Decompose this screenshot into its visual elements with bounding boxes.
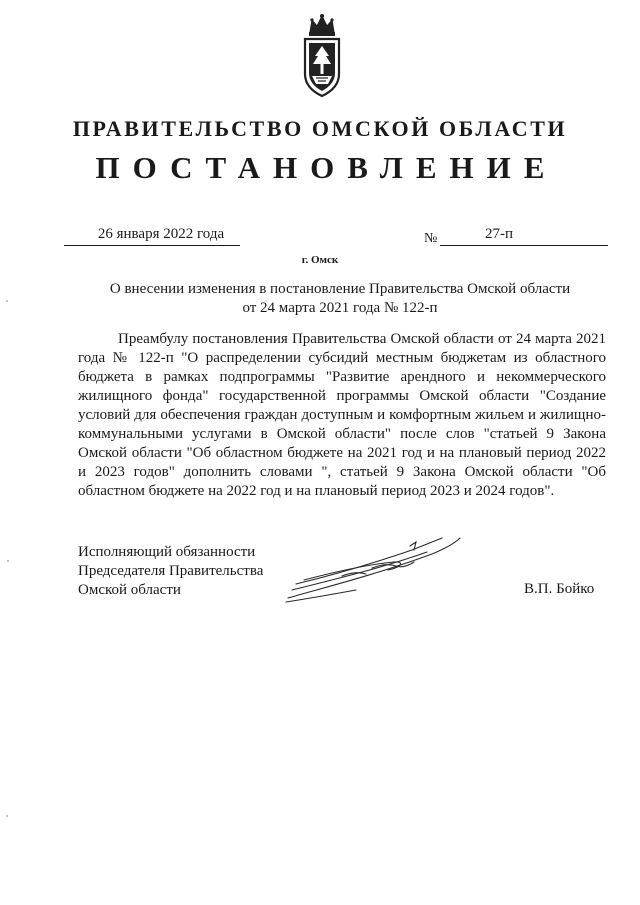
signer-role	[78, 543, 263, 600]
signer-role-line-1: Исполняющий обязанности	[78, 544, 256, 560]
document-city: г. Омск	[301, 254, 339, 266]
scan-speck	[7, 560, 9, 562]
government-name: ПРАВИТЕЛЬСТВО ОМСКОЙ ОБЛАСТИ	[72, 116, 568, 141]
document-subject	[70, 280, 610, 318]
handwritten-signature-icon	[282, 532, 462, 612]
subject-line-2: от 24 марта 2021 года № 122-п	[242, 300, 438, 316]
body-paragraph: Преамбулу постановления Правительства Омской области от 24 марта 2021 года № 122-п "О распределении субсидий местным бюджетам из областного бюджета в рамках подпрограммы "Развитие арендного и некоммерческого жилищного фонда" государственной программы Омской области "Создание условий для обеспечения граждан доступным и комфортным жильем и жилищно-коммунальными услугами в Омской области" после слов "статьей 9 Закона Омской области "Об областном бюджете на 2021 год и на плановый период 2022 и 2023 годов" дополнить словами ", статьей 9 Закона Омской области "Об областном бюджете на 2022 год и на плановый период 2023 и 2024 годов".	[78, 331, 606, 499]
document-number: 27-п	[484, 226, 514, 242]
signer-role-line-2: Председателя Правительства	[78, 563, 264, 579]
document-type-title: ПОСТАНОВЛЕНИЕ	[95, 150, 558, 185]
signer-name: В.П. Бойко	[524, 581, 595, 597]
coat-of-arms-icon	[298, 12, 346, 98]
date-underline	[64, 245, 240, 246]
signer-role-line-3: Омской области	[78, 582, 181, 598]
number-sign: №	[424, 231, 438, 246]
scan-speck	[6, 300, 8, 302]
subject-line-1: О внесении изменения в постановление Правительства Омской области	[109, 281, 571, 297]
document-date: 26 января 2022 года	[97, 226, 225, 242]
scan-speck	[6, 815, 8, 817]
number-underline	[440, 245, 608, 246]
